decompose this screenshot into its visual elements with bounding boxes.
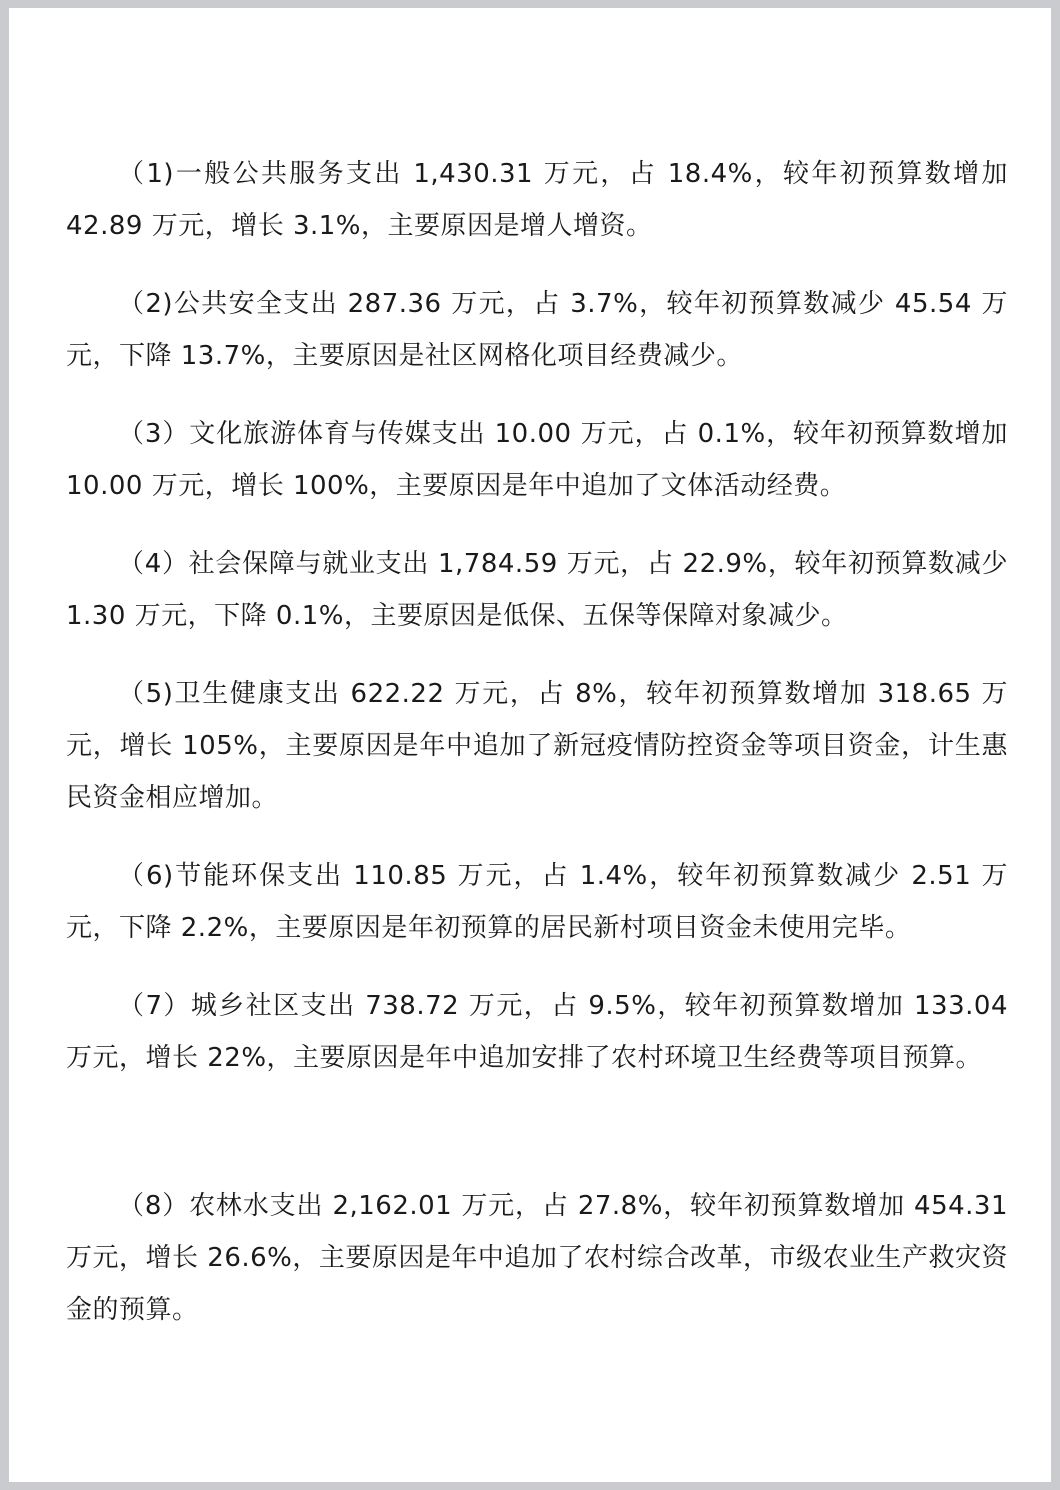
paragraph-3: （3）文化旅游体育与传媒支出 10.00 万元，占 0.1%，较年初预算数增加 10.00 万元，增长 100%，主要原因是年中追加了文体活动经费。 bbox=[66, 419, 1008, 501]
paragraph-1: （1)一般公共服务支出 1,430.31 万元，占 18.4%，较年初预算数增加 42.89 万元，增长 3.1%，主要原因是增人增资。 bbox=[66, 159, 1008, 241]
document-page bbox=[9, 8, 1051, 1482]
paragraph-2: （2)公共安全支出 287.36 万元，占 3.7%，较年初预算数减少 45.54 万元，下降 13.7%，主要原因是社区网格化项目经费减少。 bbox=[66, 289, 1008, 371]
spacer bbox=[66, 382, 1008, 408]
spacer bbox=[66, 954, 1008, 980]
paragraph-8: （8）农林水支出 2,162.01 万元，占 27.8%，较年初预算数增加 454.31 万元，增长 26.6%，主要原因是年中追加了农村综合改革，市级农业生产救灾资金的预算。 bbox=[66, 1191, 1008, 1325]
paragraph-5: （5)卫生健康支出 622.22 万元，占 8%，较年初预算数增加 318.65 万元，增长 105%，主要原因是年中追加了新冠疫情防控资金等项目资金，计生惠民资金相应增加。 bbox=[66, 679, 1008, 813]
spacer bbox=[66, 642, 1008, 668]
document-body bbox=[66, 148, 1008, 1336]
spacer bbox=[66, 512, 1008, 538]
spacer bbox=[66, 824, 1008, 850]
paragraph-6: （6)节能环保支出 110.85 万元，占 1.4%，较年初预算数减少 2.51 万元，下降 2.2%，主要原因是年初预算的居民新村项目资金未使用完毕。 bbox=[66, 861, 1008, 943]
spacer bbox=[66, 1084, 1008, 1180]
paragraph-7: （7）城乡社区支出 738.72 万元，占 9.5%，较年初预算数增加 133.04 万元，增长 22%，主要原因是年中追加安排了农村环境卫生经费等项目预算。 bbox=[66, 991, 1008, 1073]
spacer bbox=[66, 252, 1008, 278]
paragraph-4: （4）社会保障与就业支出 1,784.59 万元，占 22.9%，较年初预算数减少 1.30 万元，下降 0.1%，主要原因是低保、五保等保障对象减少。 bbox=[66, 549, 1008, 631]
